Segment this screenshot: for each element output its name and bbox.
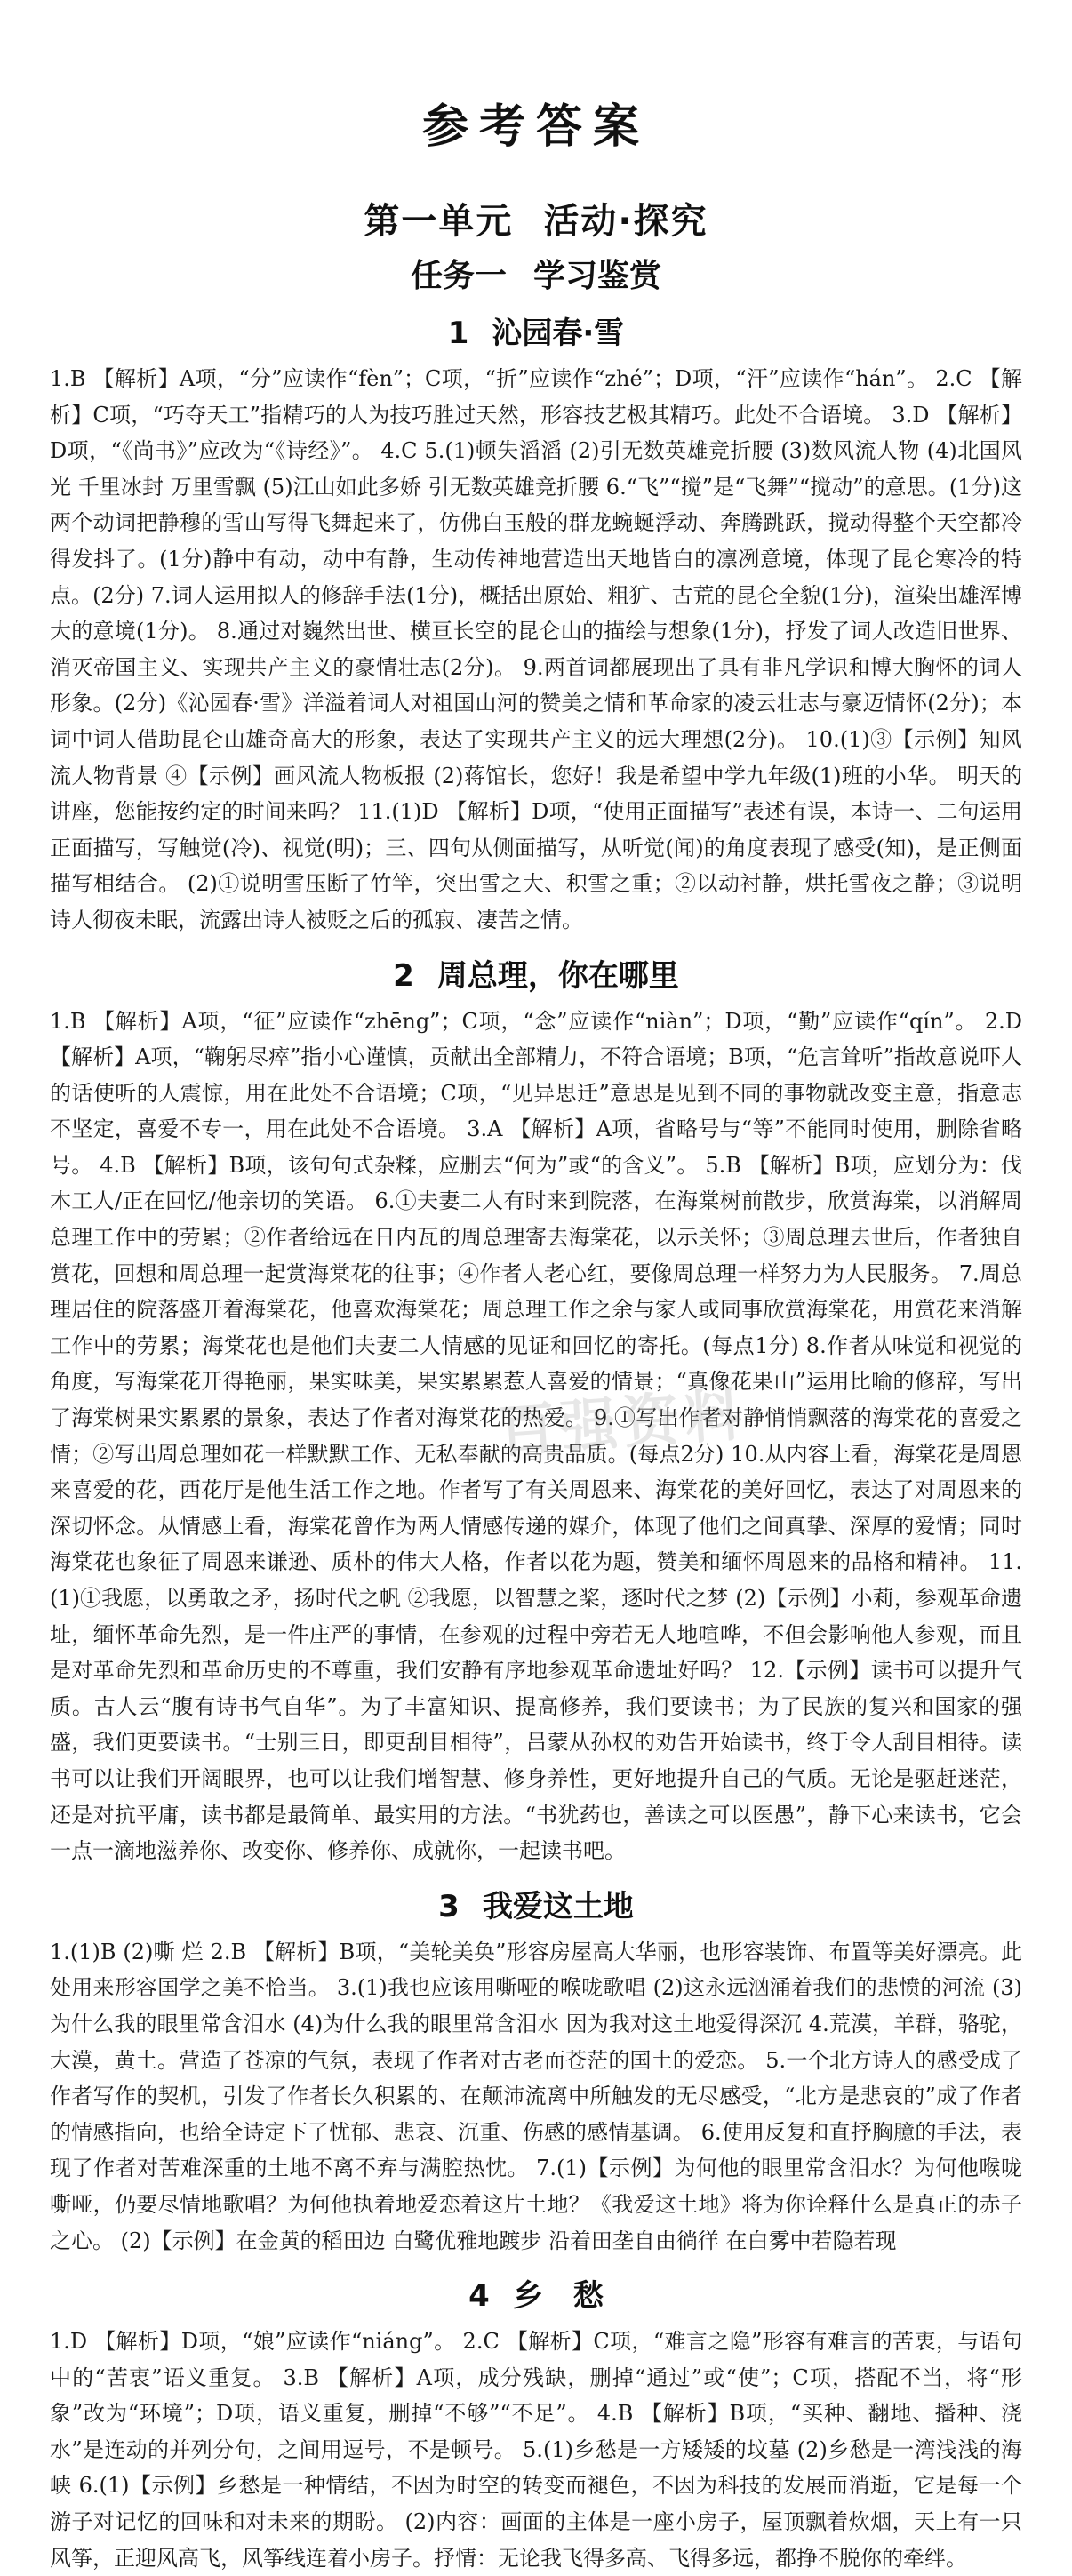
lesson-3-title: 我爱这土地 — [482, 1888, 634, 1924]
lesson-3-number: 3 — [438, 1888, 460, 1924]
unit-heading — [50, 193, 1022, 244]
lesson-1-answers: 1.B 【解析】A项，“分”应读作“fèn”；C项，“折”应读作“zhé”；D项，“汗”应读作“hán”。 2.C 【解析】C项，“巧夺天工”指精巧的人为技巧胜过天然，形容技艺极其精巧。此处不合语境。 3.D 【解析】D项，“《尚书》”应改为“《诗经》”。 4.C 5.(1)顿失滔滔 (2)引无数英雄竞折腰 (3)数风流人物 (4)北国风光 千里冰封 万里雪飘 (5)江山如此多娇 引无数英雄竞折腰 6.“飞”“搅”是“飞舞”“搅动”的意思。(1分)这两个动词把静穆的雪山写得飞舞起来了，仿佛白玉般的群龙蜿蜒浮动、奔腾跳跃，搅动得整个天空都冷得发抖了。(1分)静中有动，动中有静，生动传神地营造出天地皆白的凛冽意境，体现了昆仑寒冷的特点。(2分) 7.词人运用拟人的修辞手法(1分)，概括出原始、粗犷、古荒的昆仑全貌(1分)，渲染出雄浑博大的意境(1分)。 8.通过对巍然出世、横亘长空的昆仑山的描绘与想象(1分)，抒发了词人改造旧世界、消灭帝国主义、实现共产主义的豪情壮志(2分)。 9.两首词都展现出了具有非凡学识和博大胸怀的词人形象。(2分)《沁园春·雪》洋溢着词人对祖国山河的赞美之情和革命家的凌云壮志与豪迈情怀(2分)；本词中词人借助昆仑山雄奇高大的形象，表达了实现共产主义的远大理想(2分)。 10.(1)③【示例】知风流人物背景 ④【示例】画风流人物板报 (2)蒋馆长，您好！我是希望中学九年级(1)班的小华。 明天的讲座，您能按约定的时间来吗？ 11.(1)D 【解析】D项，“使用正面描写”表述有误，本诗一、二句运用正面描写，写触觉(冷)、视觉(明)；三、四句从侧面描写，从听觉(闻)的角度表现了感受(知)，是正侧面描写相结合。 (2)①说明雪压断了竹竿，突出雪之大、积雪之重；②以动衬静，烘托雪夜之静；③说明诗人彻夜未眠，流露出诗人被贬之后的孤寂、凄苦之情。 — [50, 366, 1022, 932]
lesson-3-heading — [50, 1882, 1022, 1925]
lesson-4-title: 乡 愁 — [512, 2278, 604, 2315]
page-title: 参考答案 — [421, 100, 650, 154]
lesson-1-heading — [50, 308, 1022, 352]
lesson-2-heading — [50, 951, 1022, 995]
lesson-2-answers: 1.B 【解析】A项，“征”应读作“zhēng”；C项，“念”应读作“niàn”；D项，“勤”应读作“qín”。 2.D 【解析】A项，“鞠躬尽瘁”指小心谨慎，贡献出全部精力，不符合语境；B项，“危言耸听”指故意说吓人的话使听的人震惊，用在此处不合语境；C项，“见异思迁”意思是见到不同的事物就改变主意，指意志不坚定，喜爱不专一，用在此处不合语境。 3.A 【解析】A项，省略号与“等”不能同时使用，删除省略号。 4.B 【解析】B项，该句句式杂糅，应删去“何为”或“的含义”。 5.B 【解析】B项，应划分为：伐木工人/正在回忆/他亲切的笑语。 6.①夫妻二人有时来到院落，在海棠树前散步，欣赏海棠，以消解周总理工作中的劳累；②作者给远在日内瓦的周总理寄去海棠花，以示关怀；③周总理去世后，作者独自赏花，回想和周总理一起赏海棠花的往事；④作者人老心红，要像周总理一样努力为人民服务。 7.周总理居住的院落盛开着海棠花，他喜欢海棠花；周总理工作之余与家人或同事欣赏海棠花，用赏花来消解工作中的劳累；海棠花也是他们夫妻二人情感的见证和回忆的寄托。(每点1分) 8.作者从味觉和视觉的角度，写海棠花开得艳丽，果实味美，果实累累惹人喜爱的情景；“真像花果山”运用比喻的修辞，写出了海棠树果实累累的景象，表达了作者对海棠花的热爱。 9.①写出作者对静悄悄飘落的海棠花的喜爱之情；②写出周总理如花一样默默工作、无私奉献的高贵品质。(每点2分) 10.从内容上看，海棠花是周恩来喜爱的花，西花厅是他生活工作之地。作者写了有关周恩来、海棠花的美好回忆，表达了对周恩来的深切怀念。从情感上看，海棠花曾作为两人情感传递的媒介，体现了他们之间真挚、深厚的爱情；同时海棠花也象征了周恩来谦逊、质朴的伟大人格，作者以花为题，赞美和缅怀周恩来的品格和精神。 11.(1)①我愿，以勇敢之矛，扬时代之帆 ②我愿，以智慧之桨，逐时代之梦 (2)【示例】小莉，参观革命遗址，缅怀革命先烈，是一件庄严的事情，在参观的过程中旁若无人地喧哗，不但会影响他人参观，而且是对革命先烈和革命历史的不尊重，我们安静有序地参观革命遗址好吗？ 12.【示例】读书可以提升气质。古人云“腹有诗书气自华”。为了丰富知识、提高修养，我们要读书；为了民族的复兴和国家的强盛，我们更要读书。“士别三日，即更刮目相待”，吕蒙从孙权的劝告开始读书，终于令人刮目相待。读书可以让我们开阔眼界，也可以让我们增智慧、修身养性，更好地提升自己的气质。无论是驱赶迷茫，还是对抗平庸，读书都是最简单、最实用的方法。“书犹药也，善读之可以医愚”，静下心来读书，它会一点一滴地滋养你、改变你、修养你、成就你，一起读书吧。 — [50, 1008, 1022, 1864]
lesson-2-number: 2 — [393, 957, 414, 994]
lesson-4-answers: 1.D 【解析】D项，“娘”应读作“niáng”。 2.C 【解析】C项，“难言之隐”形容有难言的苦衷，与语句中的“苦衷”语义重复。 3.B 【解析】A项，成分残缺，删掉“通过”或“使”；C项，搭配不当，将“形象”改为“环境”；D项，语义重复，删掉“不够”“不足”。 4.B 【解析】B项，“买种、翻地、播种、浇水”是连动的并列分句，之间用逗号，不是顿号。 5.(1)乡愁是一方矮矮的坟墓 (2)乡愁是一湾浅浅的海峡 6.(1)【示例】乡愁是一种情结，不因为时空的转变而褪色，不因为科技的发展而消逝，它是每一个游子对记忆的回味和对未来的期盼。 (2)内容：画面的主体是一座小房子，屋顶飘着炊烟，天上有一只风筝，正迎风高飞，风筝线连着小房子。抒情：无论我飞得多高、飞得多远，都挣不脱你的牵绊。 — [50, 2329, 1022, 2571]
task-heading — [50, 251, 1022, 296]
unit-name: 活动·探究 — [543, 201, 708, 242]
watermark: 百强资料 — [496, 1382, 749, 1466]
lesson-4-number: 4 — [468, 2278, 490, 2315]
unit-number: 第一单元 — [364, 201, 514, 242]
lesson-3-answers: 1.(1)B (2)嘶 烂 2.B 【解析】B项，“美轮美奂”形容房屋高大华丽，也形容装饰、布置等美好漂亮。此处用来形容国学之美不恰当。 3.(1)我也应该用嘶哑的喉咙歌唱 (2)这永远汹涌着我们的悲愤的河流 (3)为什么我的眼里常含泪水 (4)为什么我的眼里常含泪水 因为我对这土地爱得深沉 4.荒漠，羊群，骆驼，大漠，黄土。营造了苍凉的气氛，表现了作者对古老而苍茫的国土的爱恋。 5.一个北方诗人的感受成了作者写作的契机，引发了作者长久积累的、在颠沛流离中所触发的无尽感受，“北方是悲哀的”成了作者的情感指向，也给全诗定下了忧郁、悲哀、沉重、伤感的感情基调。 6.使用反复和直抒胸臆的手法，表现了作者对苦难深重的土地不离不弃与满腔热忱。 7.(1)【示例】为何他的眼里常含泪水？为何他喉咙嘶哑，仍要尽情地歌唱？为何他执着地爱恋着这片土地？《我爱这土地》将为你诠释什么是真正的赤子之心。 (2)【示例】在金黄的稻田边 白鹭优雅地踱步 沿着田垄自由徜徉 在白雾中若隐若现 — [50, 1939, 1022, 2253]
lesson-2-title: 周总理，你在哪里 — [436, 957, 679, 994]
task-number: 任务一 — [410, 258, 507, 294]
lesson-1-number: 1 — [447, 316, 469, 351]
lesson-4-heading — [50, 2271, 1022, 2315]
task-name: 学习鉴赏 — [533, 258, 662, 294]
lesson-1-title: 沁园春·雪 — [492, 316, 625, 351]
